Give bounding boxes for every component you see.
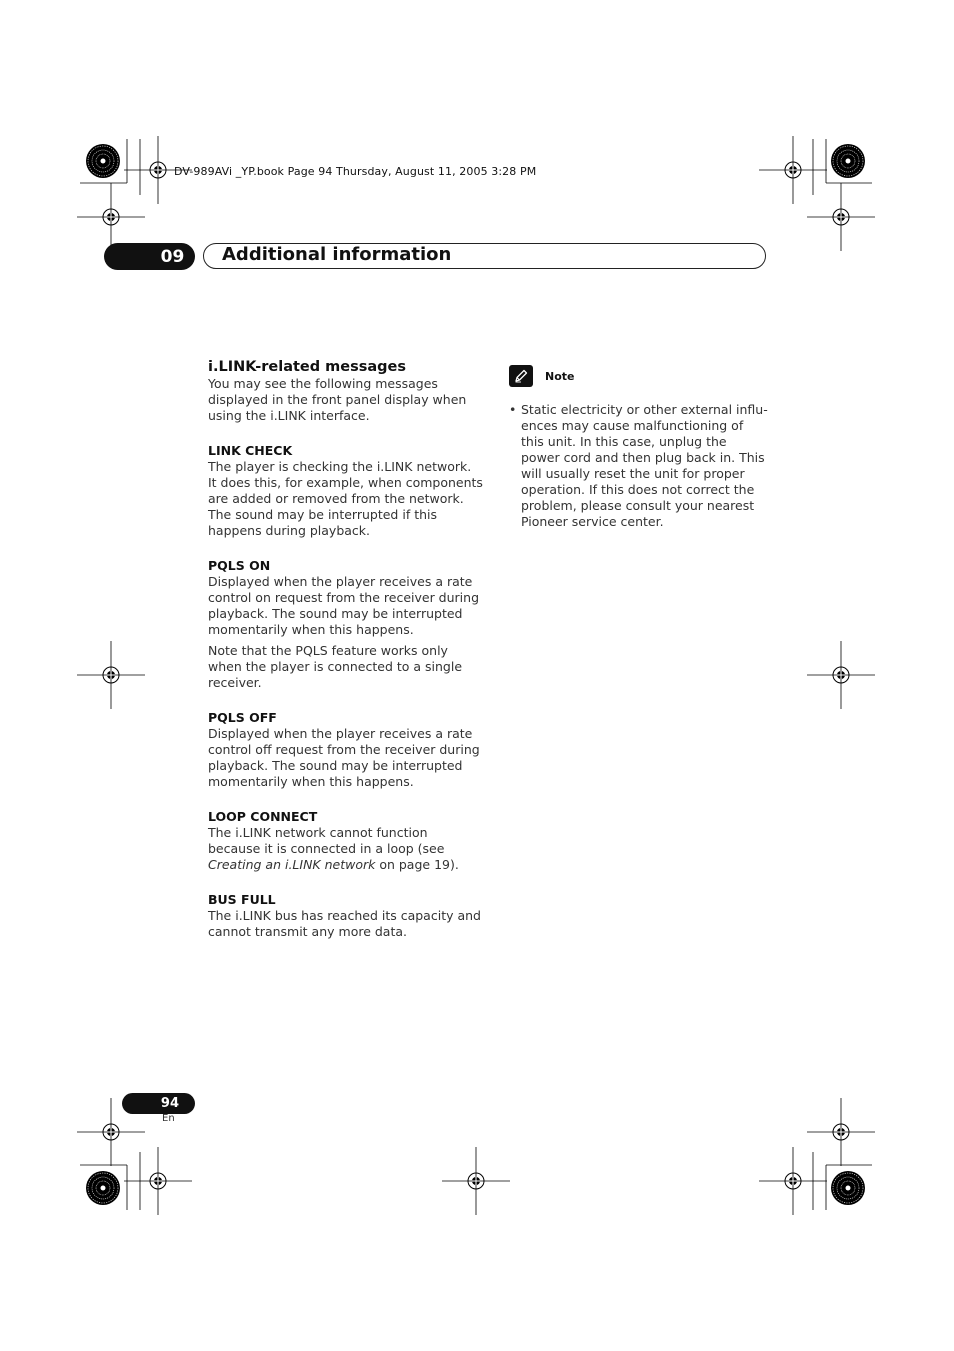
note-bullet-text: Static electricity or other external influ-ences may cause malfunctioning of this unit. In this case, unplug the power cord and then plug back in. This will usually reset the unit for proper operation. If this does not correct the problem, please consult your nearest Pioneer service center. xyxy=(521,402,768,529)
message-item-pqls-off xyxy=(208,710,483,790)
message-description xyxy=(208,825,483,873)
message-description: Displayed when the player receives a rate control off request from the receiver during playback. The sound may be interrupted momentarily when this happens. xyxy=(208,726,480,789)
message-item-link-check xyxy=(208,443,483,539)
message-heading: BUS FULL xyxy=(208,892,276,907)
message-heading: LOOP CONNECT xyxy=(208,809,318,824)
message-item-loop-connect xyxy=(208,809,483,873)
pencil-icon xyxy=(509,365,533,387)
page-number: 94 xyxy=(160,1096,179,1111)
message-item-pqls-on xyxy=(208,558,483,691)
registration-wheel-top-right xyxy=(831,144,865,178)
message-description: The player is checking the i.LINK network. It does this, for example, when components are added or removed from the network. The sound may be interrupted if this happens during playback. xyxy=(208,459,483,538)
message-item-bus-full xyxy=(208,892,483,940)
section-intro: You may see the following messages displayed in the front panel display when using the i.LINK interface. xyxy=(208,376,467,423)
message-heading: LINK CHECK xyxy=(208,443,293,458)
bullet-icon: • xyxy=(509,402,517,417)
note-header xyxy=(509,364,769,388)
message-heading: PQLS ON xyxy=(208,558,271,573)
note-bullet xyxy=(509,402,769,530)
message-description: The i.LINK bus has reached its capacity and cannot transmit any more data. xyxy=(208,908,481,939)
note-box xyxy=(509,364,769,530)
registration-wheel-bottom-right xyxy=(831,1171,865,1205)
description-text-before: The i.LINK network cannot function because it is connected in a loop (see xyxy=(208,825,445,856)
page-language: En xyxy=(162,1113,175,1124)
file-header: DV-989AVi _YP.book Page 94 Thursday, August 11, 2005 3:28 PM xyxy=(174,165,537,178)
section-title: i.LINK-related messages xyxy=(208,359,407,375)
chapter-number: 09 xyxy=(160,246,185,267)
chapter-number-badge xyxy=(104,243,195,270)
chapter-title: Additional information xyxy=(222,244,452,265)
page-number-badge xyxy=(122,1093,195,1114)
page-reference-title: Creating an i.LINK network xyxy=(208,857,376,872)
message-note: Note that the PQLS feature works only when the player is connected to a single receiver. xyxy=(208,643,463,690)
registration-wheel-bottom-left xyxy=(86,1171,120,1205)
left-column xyxy=(208,358,483,940)
note-label: Note xyxy=(545,369,575,383)
description-text-after: on page 19). xyxy=(375,857,459,872)
message-heading: PQLS OFF xyxy=(208,710,277,725)
message-description: Displayed when the player receives a rate control on request from the receiver during playback. The sound may be interrupted momentarily when this happens. xyxy=(208,574,480,637)
registration-wheel-top-left xyxy=(86,144,120,178)
